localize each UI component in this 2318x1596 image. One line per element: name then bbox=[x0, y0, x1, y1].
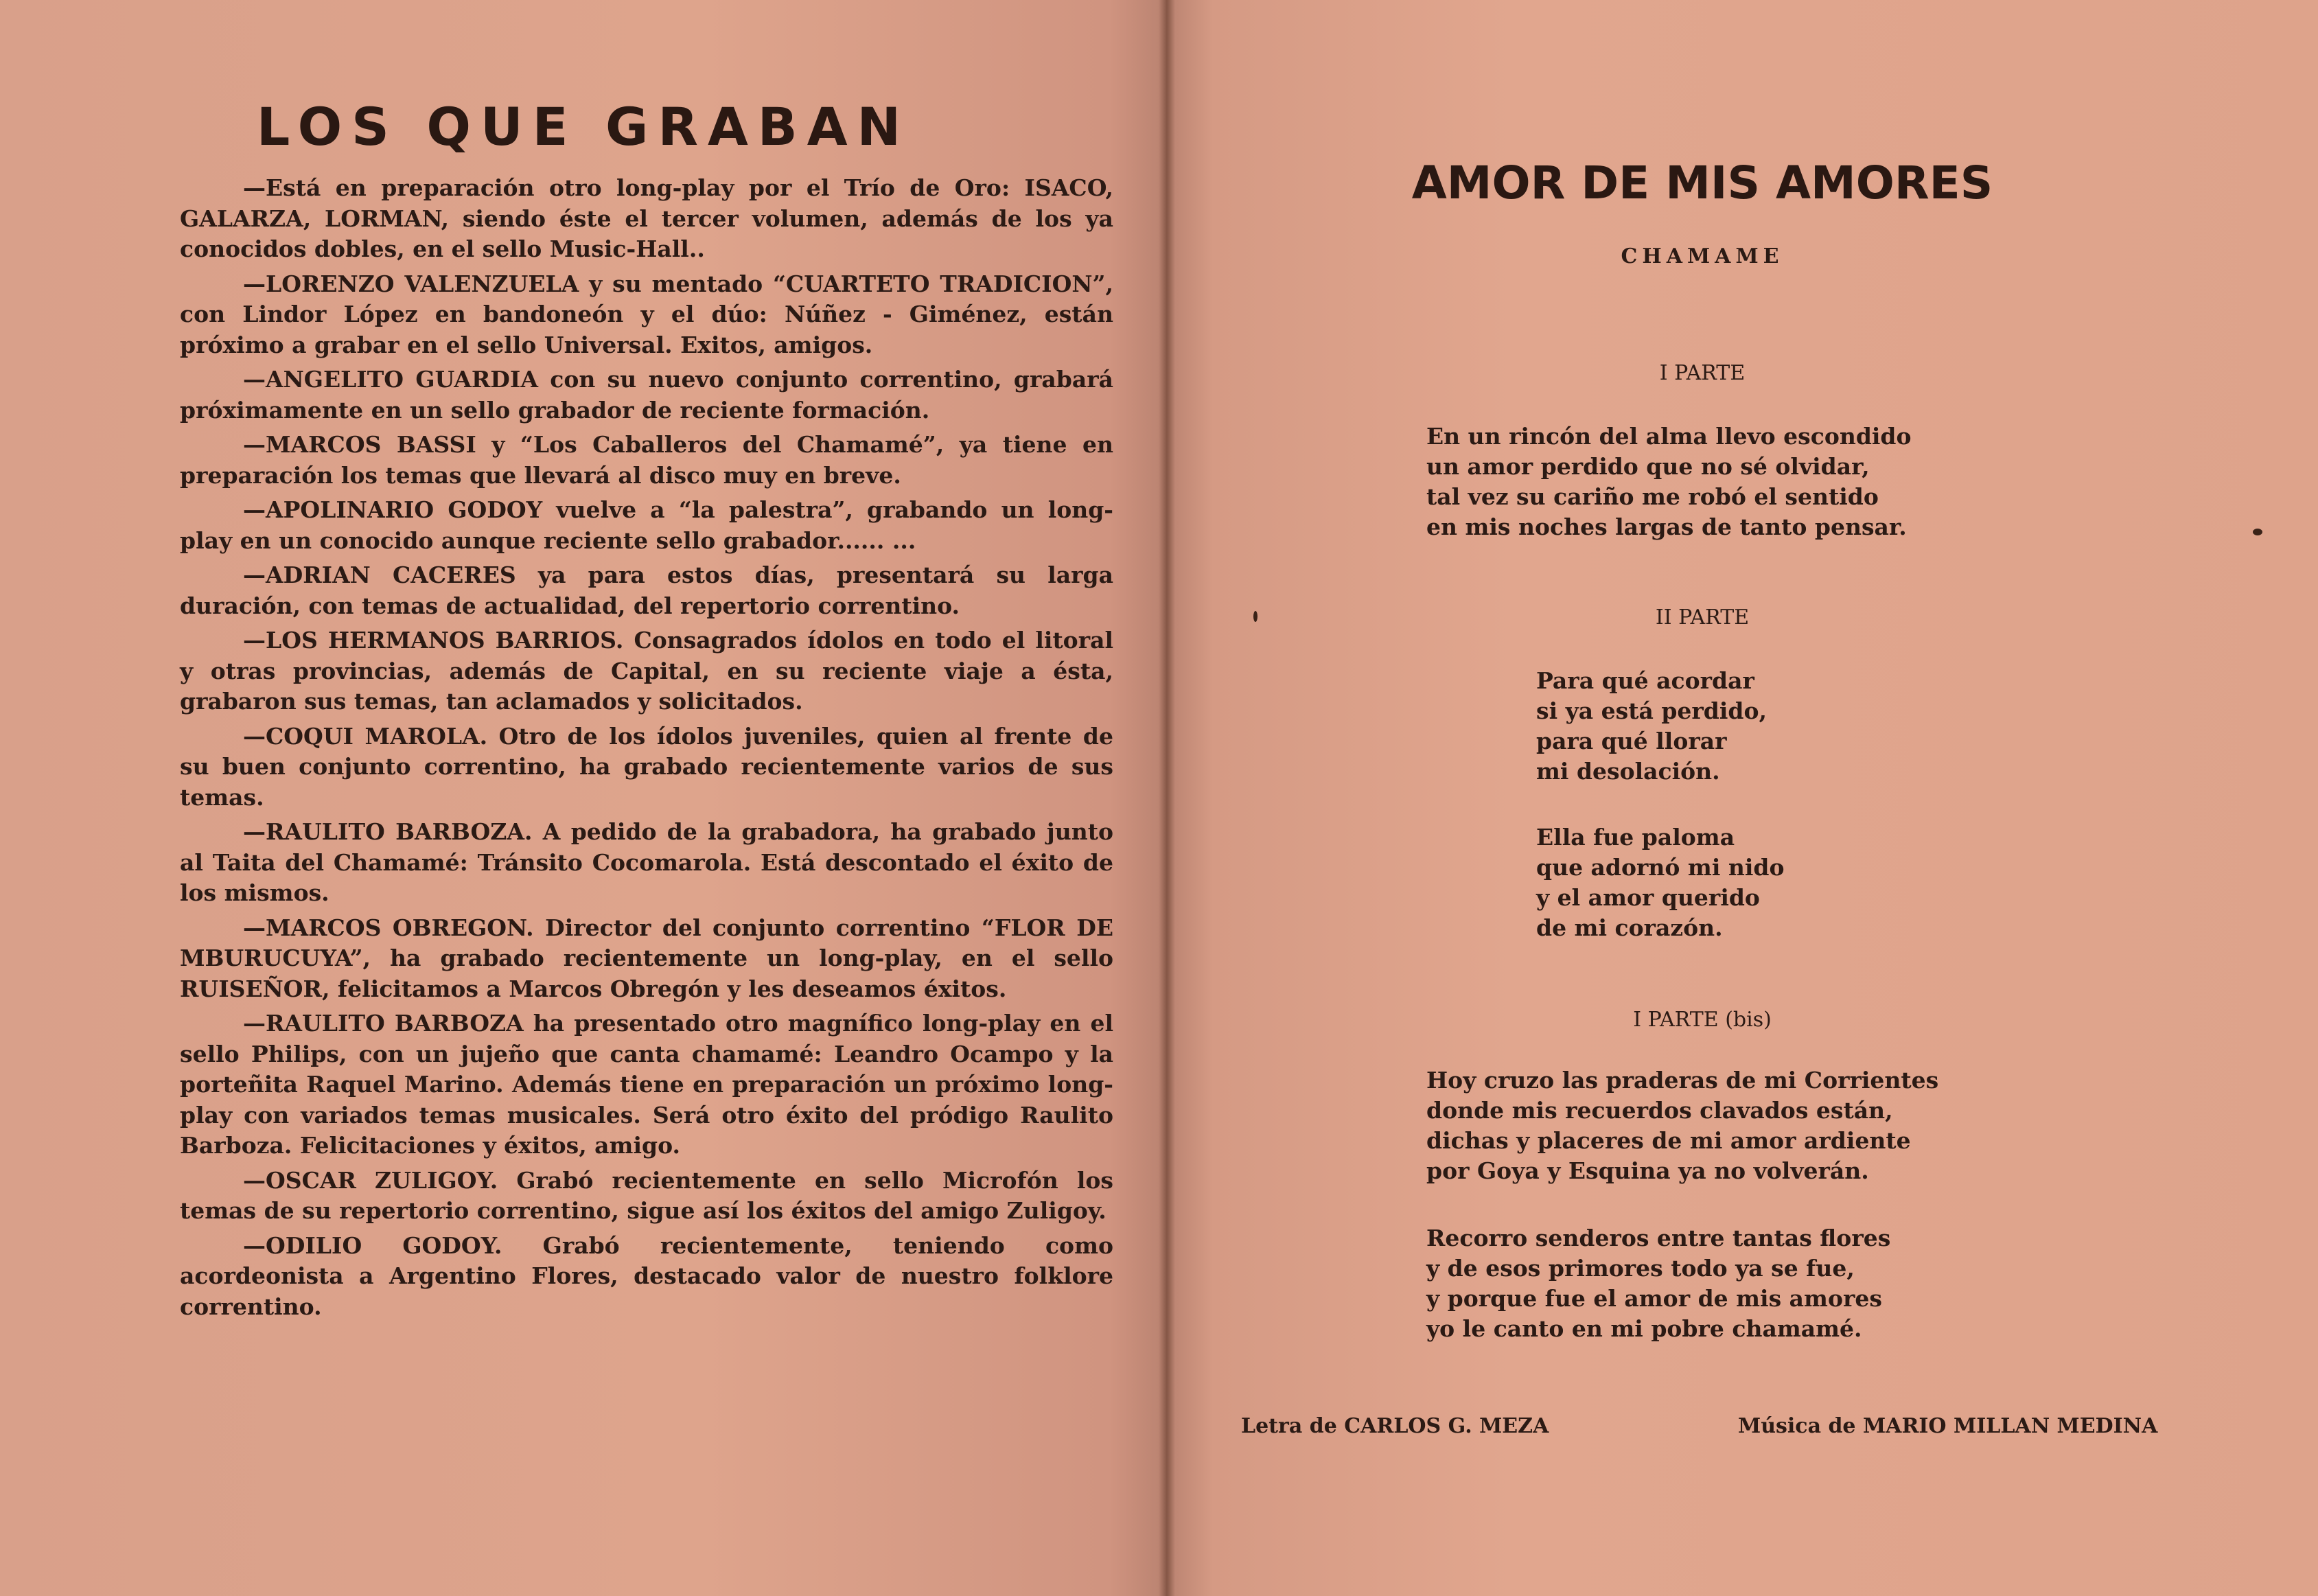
paper-speck bbox=[1253, 611, 1257, 622]
stanza-part-3a: Hoy cruzo las praderas de mi Corrientes donde mis recuerdos clavados están, dichas y placeres de mi amor ardiente por Goya y Esquina ya no volverán. bbox=[1426, 1067, 1939, 1184]
news-list bbox=[180, 173, 1113, 1326]
news-item: —MARCOS BASSI y “Los Caballeros del Chamamé”, ya tiene en preparación los temas que llevará al disco muy en breve. bbox=[180, 431, 1113, 489]
part-label-3: I PARTE (bis) bbox=[1633, 1008, 1772, 1032]
page-title: LOS QUE GRABAN bbox=[256, 96, 911, 157]
news-item: —ANGELITO GUARDIA con su nuevo conjunto correntino, grabará próximamente en un sello grabador de reciente formación. bbox=[180, 366, 1113, 424]
part-label-2: II PARTE bbox=[1655, 605, 1750, 629]
news-item: —RAULITO BARBOZA. A pedido de la grabadora, ha grabado junto al Taita del Chamamé: Tránsito Cocomarola. Está descontado el éxito de los mismos. bbox=[180, 818, 1113, 906]
news-item: —OSCAR ZULIGOY. Grabó recientemente en sello Microfón los temas de su repertorio correntino, sigue así los éxitos del amigo Zuligoy. bbox=[180, 1166, 1113, 1224]
song-title: AMOR DE MIS AMORES bbox=[1411, 157, 1993, 209]
page-gutter bbox=[1159, 0, 1175, 1596]
part-label-1: I PARTE bbox=[1659, 361, 1746, 385]
news-item: —Está en preparación otro long-play por el Trío de Oro: ISACO, GALARZA, LORMAN, siendo éste el tercer volumen, además de los ya conocidos dobles, en el sello Music-Hall.. bbox=[180, 174, 1113, 262]
news-item: —RAULITO BARBOZA ha presentado otro magnífico long-play en el sello Philips, con un jujeño que canta chamamé: Leandro Ocampo y la porteñita Raquel Marino. Además tiene en preparación un próximo long-play con variados temas musicales. Será otro éxito del pródigo Raulito Barboza. Felicitaciones y éxitos, amigo. bbox=[180, 1010, 1113, 1159]
music-credit: Música de MARIO MILLAN MEDINA bbox=[1738, 1414, 2158, 1438]
right-page bbox=[1167, 0, 2318, 1596]
news-item: —ADRIAN CACERES ya para estos días, presentará su larga duración, con temas de actualidad, del repertorio correntino. bbox=[180, 562, 1113, 619]
news-item: —ODILIO GODOY. Grabó recientemente, teniendo como acordeonista a Argentino Flores, destacado valor de nuestro folklore correntino. bbox=[180, 1231, 1113, 1320]
stanza-part-2a: Para qué acordar si ya está perdido, para qué llorar mi desolación. bbox=[1536, 667, 1767, 785]
stanza-part-1: En un rincón del alma llevo escondido un amor perdido que no sé olvidar, tal vez su cariño me robó el sentido en mis noches largas de tanto pensar. bbox=[1426, 423, 1912, 540]
song-genre: CHAMAME bbox=[1621, 244, 1784, 268]
news-item: —LOS HERMANOS BARRIOS. Consagrados ídolos en todo el litoral y otras provincias, además de Capital, en su reciente viaje a ésta, grabaron sus temas, tan aclamados y solicitados. bbox=[180, 627, 1113, 715]
paper-speck bbox=[2253, 529, 2262, 535]
news-item: —COQUI MAROLA. Otro de los ídolos juveniles, quien al frente de su buen conjunto correntino, ha grabado recientemente varios de sus temas. bbox=[180, 722, 1113, 811]
news-item: —MARCOS OBREGON. Director del conjunto correntino “FLOR DE MBURUCUYA”, ha grabado recientemente un long-play, en el sello RUISEÑOR, felicitamos a Marcos Obregón y les deseamos éxitos. bbox=[180, 914, 1113, 1002]
stanza-part-3b: Recorro senderos entre tantas flores y de esos primores todo ya se fue, y porque fue el amor de mis amores yo le canto en mi pobre chamamé. bbox=[1426, 1225, 1891, 1342]
stanza-part-2b: Ella fue paloma que adornó mi nido y el amor querido de mi corazón. bbox=[1536, 824, 1785, 941]
news-item: —LORENZO VALENZUELA y su mentado “CUARTETO TRADICION”, con Lindor López en bandoneón y el dúo: Núñez - Giménez, están próximo a grabar en el sello Universal. Exitos, amigos. bbox=[180, 270, 1113, 358]
news-item: —APOLINARIO GODOY vuelve a “la palestra”, grabando un long-play en un conocido aunque reciente sello grabador...... ... bbox=[180, 496, 1113, 554]
lyrics-credit: Letra de CARLOS G. MEZA bbox=[1241, 1414, 1549, 1438]
